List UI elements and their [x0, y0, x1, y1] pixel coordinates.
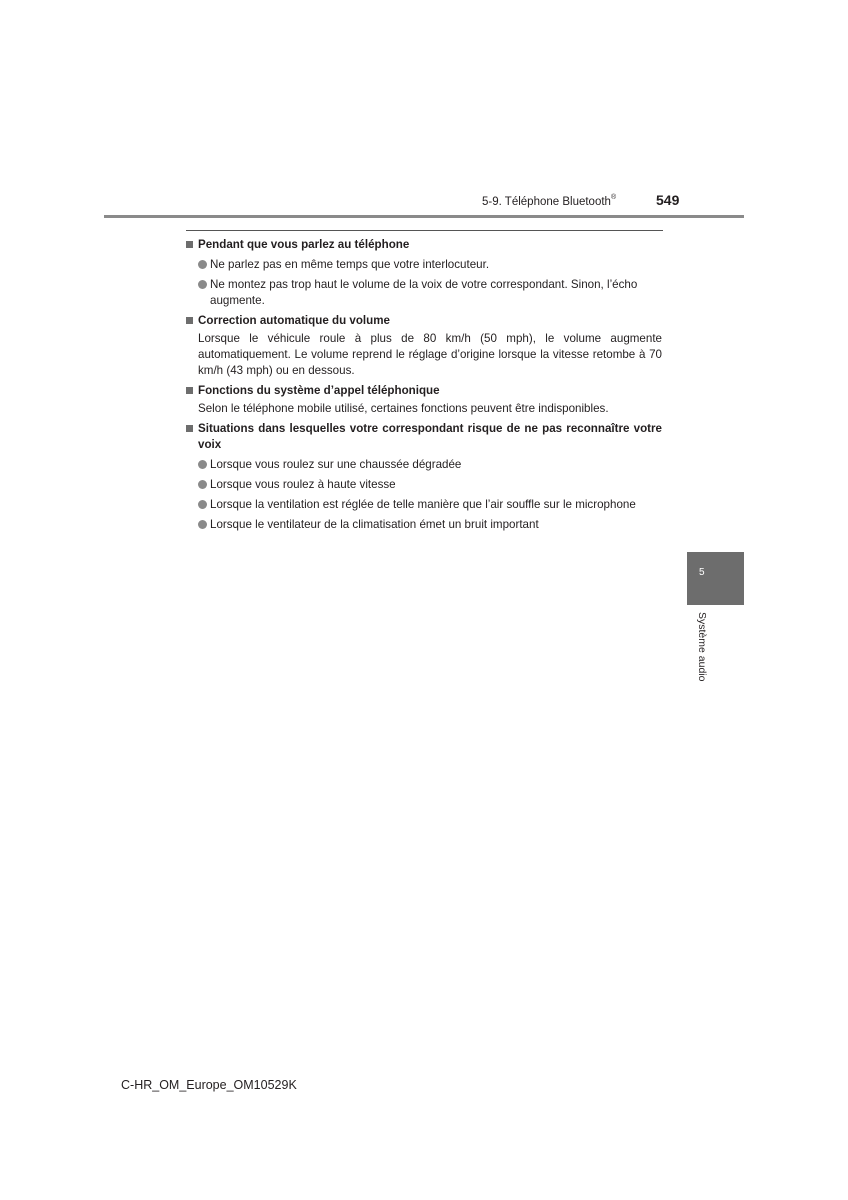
section-paragraph: Lorsque le véhicule roule à plus de 80 km/h (50 mph), le volume augmente automatiquement. Le volume reprend le réglage d’origine lorsque la vitesse retombe à 70 km/h (43 mph) ou en dessous. [198, 332, 662, 377]
square-bullet-icon [186, 317, 193, 324]
list-item: Ne montez pas trop haut le volume de la voix de votre correspondant. Sinon, l’écho augmente. [198, 277, 662, 309]
chapter-tab [687, 552, 744, 605]
registered-mark: ® [610, 194, 617, 201]
section-paragraph: Selon le téléphone mobile utilisé, certaines fonctions peuvent être indisponibles. [198, 402, 609, 415]
header-rule [104, 215, 744, 218]
circle-bullet-icon [198, 460, 207, 469]
chapter-number: 5 [699, 567, 705, 578]
circle-bullet-icon [198, 520, 207, 529]
page-number: 549 [656, 192, 680, 208]
circle-bullet-icon [198, 500, 207, 509]
content-rule [186, 230, 663, 231]
list-item: Lorsque le ventilateur de la climatisation émet un bruit important [198, 517, 662, 533]
chapter-title: Système audio [696, 612, 708, 682]
square-bullet-icon [186, 241, 193, 248]
circle-bullet-icon [198, 280, 207, 289]
document-code: C-HR_OM_Europe_OM10529K [121, 1078, 297, 1092]
section-heading: Correction automatique du volume [186, 313, 662, 329]
list-item: Ne parlez pas en même temps que votre interlocuteur. [198, 257, 662, 273]
section-call-functions [186, 383, 662, 417]
circle-bullet-icon [198, 480, 207, 489]
section-header [482, 194, 616, 208]
section-title: 5-9. Téléphone Bluetooth [482, 196, 611, 208]
square-bullet-icon [186, 425, 193, 432]
square-bullet-icon [186, 387, 193, 394]
list-item: Lorsque vous roulez sur une chaussée dégradée [198, 457, 662, 473]
section-voice-recognition [186, 421, 662, 533]
section-volume-correction [186, 313, 662, 379]
list-item: Lorsque la ventilation est réglée de telle manière que l’air souffle sur le microphone [198, 497, 662, 513]
section-phone-talk [186, 237, 662, 309]
content-body [186, 237, 662, 537]
section-heading: Fonctions du système d’appel téléphonique [186, 383, 662, 399]
section-heading: Pendant que vous parlez au téléphone [186, 237, 662, 253]
list-item: Lorsque vous roulez à haute vitesse [198, 477, 662, 493]
circle-bullet-icon [198, 260, 207, 269]
section-heading: Situations dans lesquelles votre correspondant risque de ne pas reconnaître votre voix [186, 421, 662, 453]
